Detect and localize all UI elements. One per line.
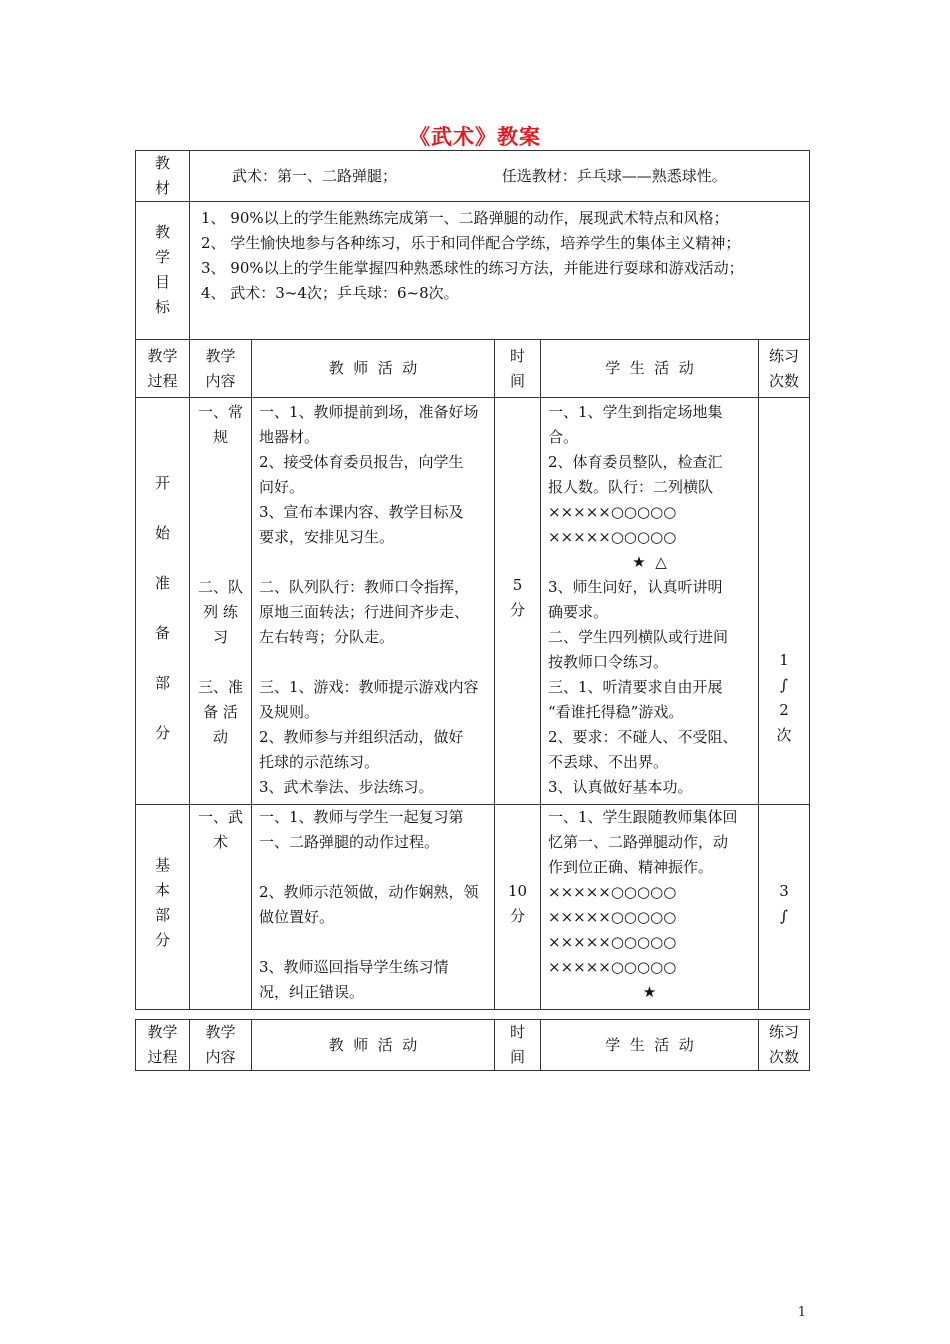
header-process: 教学 过程 — [136, 1020, 190, 1071]
objectives-label: 教 学 目 标 — [136, 202, 190, 340]
lesson-plan-table — [135, 150, 810, 1010]
formation-markers: ★ — [642, 983, 657, 1001]
header-process: 教学 过程 — [136, 340, 190, 398]
continuation-header-table — [135, 1019, 810, 1071]
reps-main: 3 ∫ — [759, 805, 810, 1010]
materials-content — [190, 151, 810, 202]
materials-label: 教 材 — [136, 151, 190, 202]
main-material: 武术：第一、二路弹腿； — [232, 166, 398, 185]
formation-row: ×××××○○○○○ — [548, 528, 677, 546]
process-main: 基 本 部 分 — [136, 805, 190, 1010]
formation-row: ×××××○○○○○ — [548, 883, 677, 901]
formation-markers: ★ △ — [632, 553, 667, 571]
document-title: 《武术》教案 — [409, 124, 541, 149]
reps-warmup: 1 ∫ 2 次 — [759, 398, 810, 805]
header-student: 学 生 活 动 — [541, 1020, 759, 1071]
objective-item: 4、 武术：3~4次；乒乓球：6~8次。 — [201, 284, 459, 302]
header-time: 时 间 — [495, 1020, 541, 1071]
section-main-row — [136, 805, 810, 1010]
student-activity-main: 一、1、学生跟随教师集体回 忆第一、二路弹腿动作，动 作到位正确、精神振作。 ×××××○○○○○ ×××××○○○○○ ×××××○○○○○ ×××××○○○○○ ★ — [541, 805, 759, 1010]
objectives-row — [136, 202, 810, 340]
header-teacher: 教 师 活 动 — [252, 1020, 495, 1071]
objective-item: 1、 90%以上的学生能熟练完成第一、二路弹腿的动作，展现武术特点和风格； — [201, 209, 729, 227]
time-warmup: 5 分 — [495, 398, 541, 805]
teacher-activity-warmup: 一、1、教师提前到场，准备好场 地器材。 2、接受体育委员报告，向学生 问好。 3、宣布本课内容、教学目标及 要求，安排见习生。 二、队列队行：教师口令指挥， 原地三面转法；行进间齐步走、 左右转弯；分队走。 三、1、游戏：教师提示游戏内容 及规则。 2、教师参与并组织活动，做好 托球的示范练习。 3、武术拳法、步法练习。 — [252, 398, 495, 805]
teacher-activity-main: 一、1、教师与学生一起复习第 一、二路弹腿的动作过程。 2、教师示范领做，动作娴熟，领 做位置好。 3、教师巡回指导学生练习情 况，纠正错误。 — [252, 805, 495, 1010]
header-content: 教学 内容 — [190, 340, 252, 398]
time-main: 10 分 — [495, 805, 541, 1010]
content-main: 一、武 术 — [190, 805, 252, 1010]
header-reps: 练习 次数 — [759, 340, 810, 398]
header-reps: 练习 次数 — [759, 1020, 810, 1071]
process-warmup: 开 始 准 备 部 分 — [136, 398, 190, 805]
formation-row: ×××××○○○○○ — [548, 933, 677, 951]
header-time: 时 间 — [495, 340, 541, 398]
header-row-2 — [136, 1020, 810, 1071]
header-teacher: 教 师 活 动 — [252, 340, 495, 398]
header-row — [136, 340, 810, 398]
objective-item: 2、 学生愉快地参与各种练习，乐于和同伴配合学练，培养学生的集体主义精神； — [201, 234, 741, 252]
page-number: 1 — [797, 1305, 806, 1320]
formation-row: ×××××○○○○○ — [548, 503, 677, 521]
objectives-content — [190, 202, 810, 340]
formation-row: ×××××○○○○○ — [548, 908, 677, 926]
section-warmup-row — [136, 398, 810, 805]
header-content: 教学 内容 — [190, 1020, 252, 1071]
formation-row: ×××××○○○○○ — [548, 958, 677, 976]
student-activity-warmup: 一、1、学生到指定场地集 合。 2、体育委员整队，检查汇 报人数。队行：二列横队 ×××××○○○○○ ×××××○○○○○ ★ △ 3、师生问好，认真听讲明 确要求。 二、学生四列横队或行进间 按教师口令练习。 三、1、听清要求自由开展 “看谁托得稳”游戏。 2、要求：不碰人、不受阻、 不丢球、不出界。 3、认真做好基本功。 — [541, 398, 759, 805]
objective-item: 3、 90%以上的学生能掌握四种熟悉球性的练习方法，并能进行耍球和游戏活动； — [201, 259, 744, 277]
materials-row — [136, 151, 810, 202]
content-warmup: 一、常 规 二、队 列 练 习 三、准 备 活 动 — [190, 398, 252, 805]
optional-material: 任选教材：乒乓球——熟悉球性。 — [501, 166, 727, 185]
header-student: 学 生 活 动 — [541, 340, 759, 398]
